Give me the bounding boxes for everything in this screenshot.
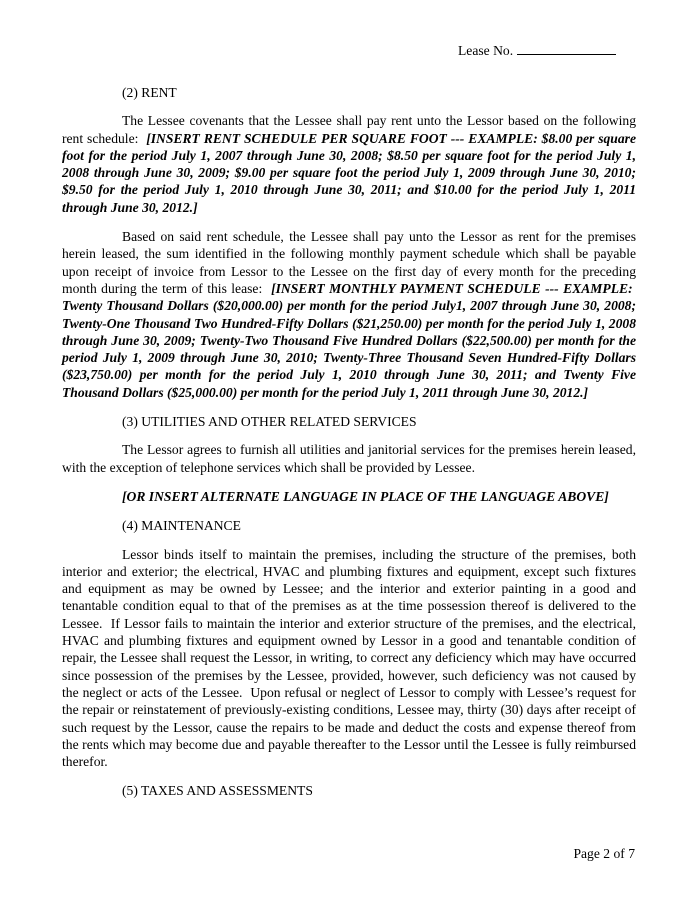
document-body <box>62 84 636 811</box>
insert-placeholder-monthly-payment: [INSERT MONTHLY PAYMENT SCHEDULE --- EXAMPLE: Twenty Thousand Dollars ($20,000.00) per month for the period July1, 2007 through June 30, 2008; Twenty-One Thousand Two Hundred-Fifty Dollars ($21,250.00) per month for the period July 1, 2008 through June 30, 2009; Twenty-Two Thousand Five Hundred Dollars ($22,500.00) per month for the period July 1, 2009 through June 30, 2010; Twenty-Three Thousand Seven Hundred-Fifty Dollars ($23,750.00) per month for the period July 1, 2010 through June 30, 2011; and Twenty Five Thousand Dollars ($25,000.00) per month for the period July 1, 2011 through June 30, 2012.] <box>62 280 636 400</box>
paragraph-text: Based on said rent schedule, the Lessee shall pay unto the Lessor as rent for the premises herein leased, the sum identified in the following monthly payment schedule which shall be payable upon receipt of invoice from Lessor to the Lessee on the first day of every month for the preceding month during the term of this lease: <box>62 229 636 296</box>
utilities-paragraph: The Lessor agrees to furnish all utilities and janitorial services for the premises herein leased, with the exception of telephone services which shall be provided by Lessee. <box>62 442 636 475</box>
maintenance-paragraph: Lessor binds itself to maintain the premises, including the structure of the premises, both interior and exterior; the electrical, HVAC and plumbing fixtures and equipment, except such fixtures and equipment as may be owned by Lessee; and the interior and exterior painting in a good and tenantable condition equal to that of the premises as at the time possession thereof is delivered to the Lessee. If Lessor fails to maintain the interior and exterior structure of the premises, and the electrical, HVAC and plumbing fixtures and equipment owned by Lessor in a good and tenantable condition of repair, the Lessee shall request the Lessor, in writing, to correct any deficiency which may have occurred since possession of the premises by the Lessee, provided, however, such deficiency was not caused by the neglect or acts of the Lessee. Upon refusal or neglect of Lessor to comply with Lessee’s request for the repair or reinstatement of previously-existing conditions, Lessee may, thirty (30) days after receipt of such request by the Lessor, cause the repairs to be made and deduct the costs and expense thereof from the rents which may become due and payable thereafter to the Lessor until the Lessee is fully reimbursed therefor. <box>62 546 636 770</box>
alternate-language-note: [OR INSERT ALTERNATE LANGUAGE IN PLACE OF THE LANGUAGE ABOVE] <box>122 488 609 504</box>
insert-placeholder-rent-schedule: [INSERT RENT SCHEDULE PER SQUARE FOOT --- EXAMPLE: $8.00 per square foot for the period July 1, 2007 through June 30, 2008; $8.50 per square foot for the period July 1, 2008 through June 30, 2009; $9.00 per square foot the period July 1, 2009 through June 30, 2010; $9.50 for the period July 1, 2010 through June 30, 2011; and $10.00 for the period July 1, 2011 through June 30, 2012.] <box>62 130 636 215</box>
rent-schedule-paragraph <box>62 112 636 216</box>
lease-no-line <box>458 42 616 59</box>
section-heading-taxes: (5) TAXES AND ASSESSMENTS <box>122 783 313 799</box>
page-number: Page 2 of 7 <box>573 846 635 861</box>
lease-no-label: Lease No. <box>458 43 514 58</box>
lease-no-blank-field <box>517 42 616 55</box>
monthly-payment-paragraph <box>62 228 636 401</box>
section-heading-utilities: (3) UTILITIES AND OTHER RELATED SERVICES <box>122 414 417 430</box>
section-heading-maintenance: (4) MAINTENANCE <box>122 518 241 534</box>
paragraph-text: The Lessee covenants that the Lessee shall pay rent unto the Lessor based on the following rent schedule: <box>62 113 636 146</box>
section-heading-rent: (2) RENT <box>122 85 177 100</box>
